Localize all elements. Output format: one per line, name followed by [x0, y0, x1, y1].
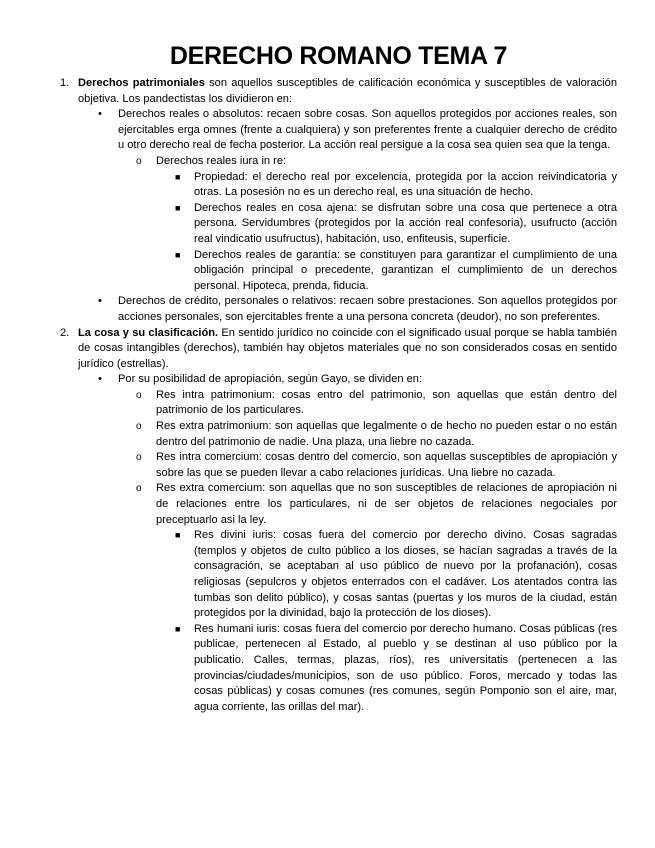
- list-item: • Por su posibilidad de apropiación, según Gayo, se dividen en:: [60, 372, 617, 388]
- list-item: o Res extra comercium: son aquellas que no son susceptibles de relaciones de apropiación ni de relaciones entre los particulares, ni de ser objetos de relaciones negociales por preceptuarlo asi la ley.: [136, 482, 617, 526]
- section-number: 2.: [60, 326, 70, 339]
- circle-bullet-icon: o: [136, 483, 142, 495]
- square-bullet-icon: ■: [175, 530, 181, 541]
- list-item: ■ Propiedad: el derecho real por excelencia, protegida por la accion reivindicatoria y otras. La posesión no es un derecho real, es una situación de hecho.: [175, 170, 617, 199]
- list-item: o Res intra comercium: cosas dentro del comercio, son aquellas susceptibles de apropiación y sobre las que se pueden llevar a cabo relaciones jurídicas. Una liebre no cazada.: [136, 451, 617, 479]
- bullet-icon: •: [98, 295, 102, 308]
- list-item: ■ Res humani iuris: cosas fuera del comercio por derecho humano. Cosas públicas (res publicae, pertenecen al Estado, al pueblo y se destinan al uso público por la publicatio. Calles, termas, plazas, ríos), res universitatis (pertenecen a las provincias/ciudades/municipios, son de uso público. Foros, mercado y todas las cosas públicas) y cosas comunes (res comunes, según Pomponio son el aire, mar, agua corriente, las orillas del mar).: [175, 622, 617, 713]
- section-1: [60, 76, 617, 107]
- section-2: [60, 326, 617, 373]
- section-number: 1.: [60, 77, 70, 89]
- bullet-icon: •: [98, 373, 102, 386]
- square-bullet-icon: ■: [175, 623, 181, 634]
- list-item: ■ Derechos reales de garantía: se constituyen para garantizar el cumplimiento de una obligación principal o precedente, garantizan el cumplimiento de un derechos personal. Hipoteca, prenda, fiducia.: [175, 248, 617, 292]
- list-item: ■ Res divini iuris: cosas fuera del comercio por derecho divino. Cosas sagradas (templos y objetos de culto público a los dioses, se hacían sagradas a través de la consagración, se aceptaban al uso público de nuevo por la profanación), cosas religiosas (sepulcros y objetos enterrados con el cadáver. Los atentados contra las tumbas son delito público), y cosas santas (puertas y los muros de la ciudad, están protegidos por la divinidad, bajo la protección de los dioses).: [175, 529, 617, 620]
- list-item: o Res extra patrimonium: son aquellas que legalmente o de hecho no pueden estar o no están dentro del patrimonio de nadie. Una plaza, una liebre no cazada.: [136, 420, 617, 448]
- circle-bullet-icon: o: [136, 452, 142, 464]
- list-item: o Res intra patrimonium: cosas entro del patrimonio, son aquellas que están dentro del patrimonio de los particulares.: [136, 388, 617, 417]
- section-term: Derechos patrimoniales: [78, 77, 205, 89]
- section-text: En sentido jurídico no coincide con el significado usual porque se habla también de cosas intangibles (derechos), también hay objetos materiales que no son considerados cosas en sentido jurídico (estrellas).: [78, 326, 617, 370]
- square-bullet-icon: ■: [175, 202, 181, 213]
- square-bullet-icon: ■: [175, 171, 181, 182]
- bullet-icon: •: [98, 108, 102, 121]
- list-item: o Derechos reales iura in re:: [60, 154, 617, 170]
- section-term: La cosa y su clasificación.: [78, 326, 219, 339]
- list-item: • Derechos de crédito, personales o relativos: recaen sobre prestaciones. Son aquellos protegidos por acciones personales, son ejercitables frente a una persona concreta (deudor), no son preferentes.: [98, 295, 617, 323]
- section-text: son aquellos susceptibles de calificación económica y susceptibles de valoración objetiva. Los pandectistas los dividieron en:: [78, 77, 617, 105]
- square-bullet-icon: ■: [175, 249, 181, 260]
- list-item: • Derechos reales o absolutos: recaen sobre cosas. Son aquellos protegidos por acciones reales, son ejercitables erga omnes (frente a cualquiera) y son preferentes frente a cualquier derecho de crédito u otro derecho real de fecha posterior. La acción real persigue a la cosa sea quien sea que la tenga.: [98, 108, 617, 152]
- circle-bullet-icon: o: [136, 155, 142, 167]
- circle-bullet-icon: o: [136, 389, 142, 401]
- page-title: DERECHO ROMANO TEMA 7: [169, 42, 508, 70]
- list-item: ■ Derechos reales en cosa ajena: se disfrutan sobre una cosa que pertenece a otra persona. Servidumbres (protegidos por la acción real confesoria), usufructo (acción real vindicatio usufructus), habitación, uso, enfiteusis, superficie.: [175, 201, 617, 245]
- circle-bullet-icon: o: [136, 421, 142, 433]
